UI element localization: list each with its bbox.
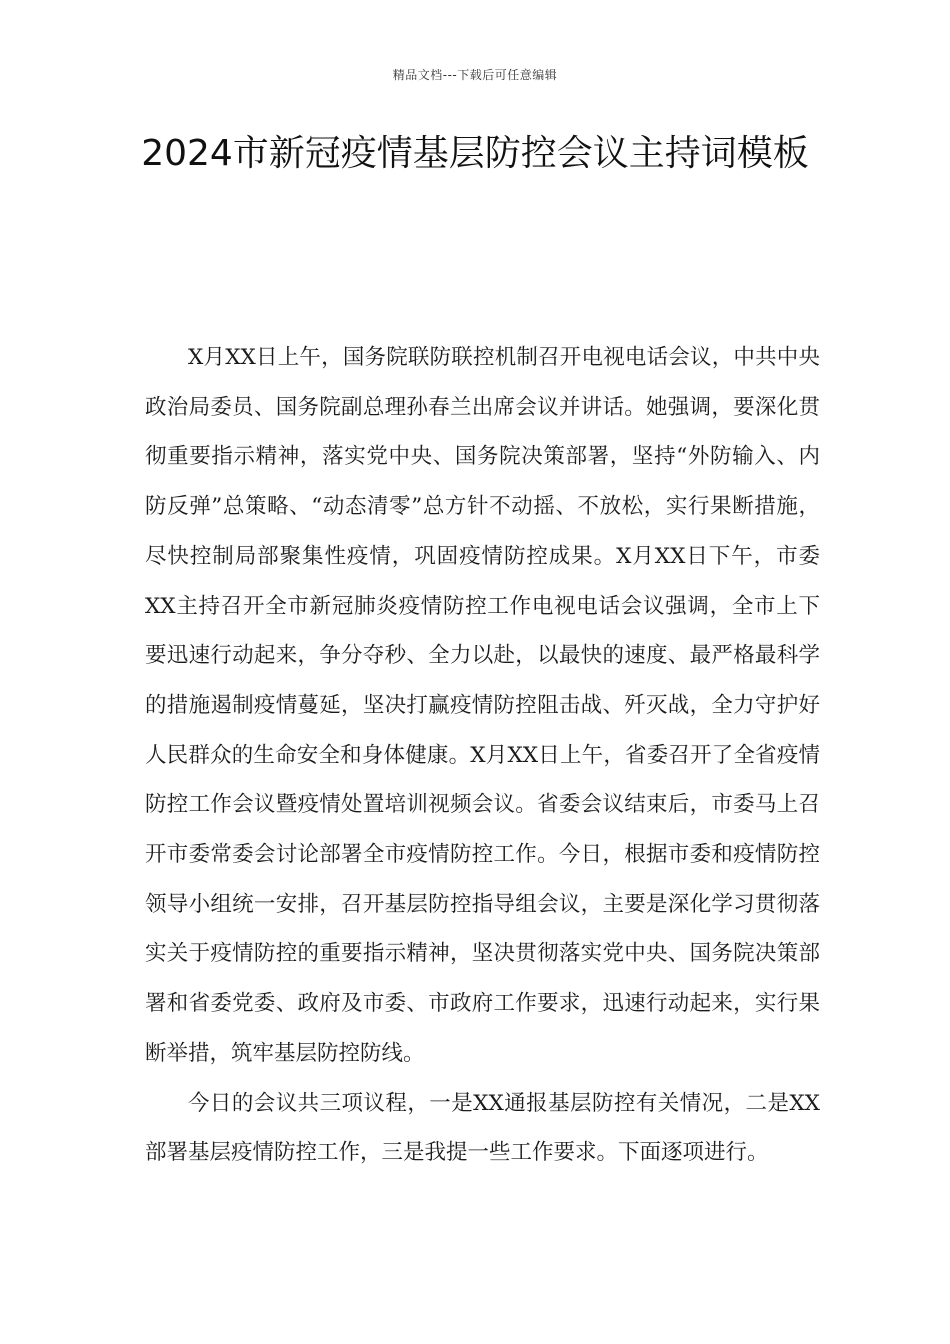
paragraph: 今日的会议共三项议程，一是XX通报基层防控有关情况，二是XX部署基层疫情防控工作，三是我提一些工作要求。下面逐项进行。 [145, 1090, 820, 1166]
paragraph: X月XX日上午，国务院联防联控机制召开电视电话会议，中共中央政治局委员、国务院副总理孙春兰出席会议并讲话。她强调，要深化贯彻重要指示精神，落实党中央、国务院决策部署，坚持“外防输入、内防反弹”总策略、“动态清零”总方针不动摇、不放松，实行果断措施，尽快控制局部聚集性疫情，巩固疫情防控成果。X月XX日下午，市委XX主持召开全市新冠肺炎疫情防控工作电视电话会议强调，全市上下要迅速行动起来，争分夺秒、全力以赴，以最快的速度、最严格最科学的措施遏制疫情蔓延，坚决打赢疫情防控阻击战、歼灭战，全力守护好人民群众的生命安全和身体健康。X月XX日上午，省委召开了全省疫情防控工作会议暨疫情处置培训视频会议。省委会议结束后，市委马上召开市委常委会讨论部署全市疫情防控工作。今日，根据市委和疫情防控领导小组统一安排，召开基层防控指导组会议，主要是深化学习贯彻落实关于疫情防控的重要指示精神，坚决贯彻落实党中央、国务院决策部署和省委党委、政府及市委、市政府工作要求，迅速行动起来，实行果断举措，筑牢基层防控防线。 [145, 345, 820, 1066]
document-title: 2024市新冠疫情基层防控会议主持词模板 [141, 133, 809, 174]
header-note: 精品文档---下载后可任意编辑 [392, 68, 558, 82]
document-body [145, 333, 820, 1178]
